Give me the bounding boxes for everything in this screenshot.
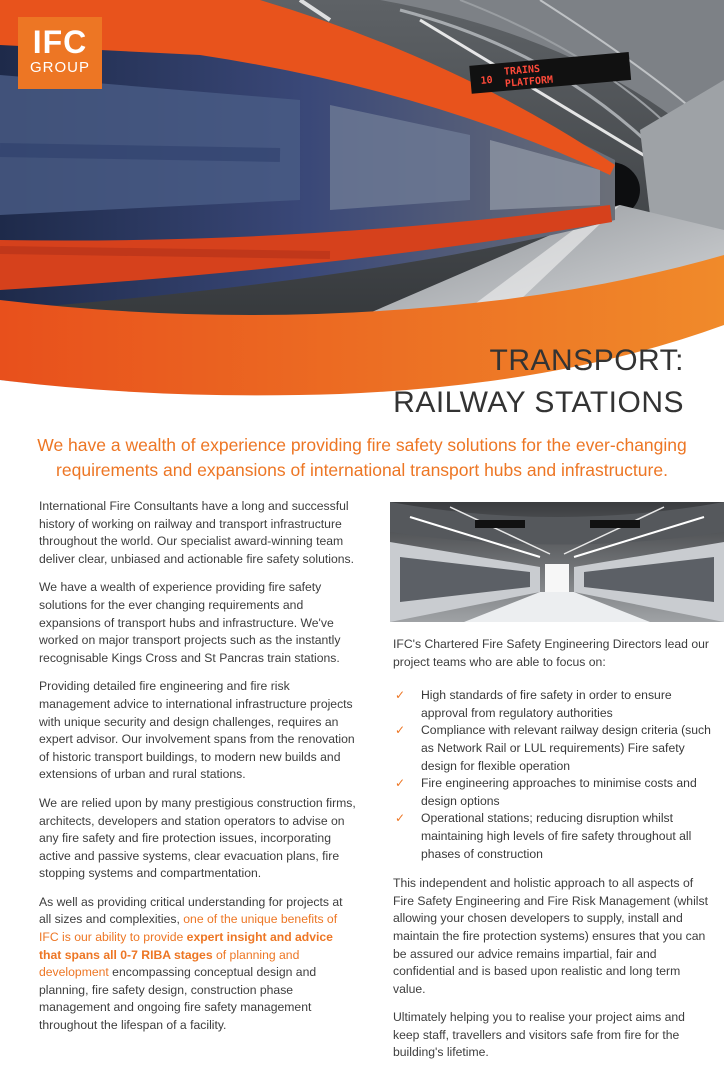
right-paragraph-1: This independent and holistic approach to all aspects of Fire Safety Engineering and Fire Risk Management (whilst allowing your chosen developers to supply, install and maintain the fire protection systems) ensures that you can be assured our advice remains impartial, fair and confidential and is based upon realistic and long term value. — [393, 876, 708, 996]
ifc-group-logo — [18, 17, 102, 89]
title-line1: TRANSPORT: — [489, 344, 684, 377]
intro-line1: We have a wealth of experience providing fire safety solutions for the ever-changing — [37, 435, 687, 455]
check-icon: ✓ — [395, 776, 406, 791]
intro-line2: requirements and expansions of international transport hubs and infrastructure. — [56, 460, 668, 480]
sign-number: 10 — [480, 74, 494, 87]
right-lead: IFC's Chartered Fire Safety Engineering Directors lead our project teams who are able to focus on: — [393, 637, 709, 669]
p5-highlight-b: of planning and development — [39, 947, 300, 980]
bullet-text-3: Fire engineering approaches to minimise costs and design options — [421, 776, 697, 808]
title-line2: RAILWAY STATIONS — [393, 386, 684, 419]
list-item — [393, 722, 711, 775]
p5-text-b: encompassing conceptual design and planning, fire safety design, construction phase management and ongoing fire safety management throughout the lifespan of a facility. — [39, 965, 317, 1033]
check-icon: ✓ — [395, 811, 406, 826]
logo-ifc: IFC — [32, 24, 88, 60]
right-column — [393, 636, 711, 1073]
p5-text-a: As well as providing critical understanding for projects at all sizes and complexities, — [39, 894, 343, 927]
left-paragraph-2: We have a wealth of experience providing fire safety solutions for the ever changing requirements and expansions of transport hubs and infrastructure. We've worked on major transport projects such as the instantly recognisable Kings Cross and St Pancras train stations. — [39, 580, 341, 665]
left-column — [39, 498, 357, 1046]
logo-group: GROUP — [29, 59, 90, 76]
left-paragraph-5 — [39, 894, 357, 1035]
sign-line2: PLATFORM — [504, 74, 554, 90]
list-item — [393, 775, 711, 810]
bullet-text-4: Operational stations; reducing disruption whilst maintaining high levels of fire safety throughout all phases of construction — [421, 811, 692, 861]
page-title — [393, 340, 684, 424]
p5-highlight-a: one of the unique benefits of IFC is our ability to provide — [39, 912, 338, 945]
right-paragraph-2: Ultimately helping you to realise your project aims and keep staff, travellers and visitors safe from fire for the building's lifetime. — [393, 1010, 685, 1060]
check-icon: ✓ — [395, 688, 406, 703]
station-illustration — [390, 502, 724, 622]
list-item — [393, 687, 711, 722]
station-photo — [390, 502, 724, 622]
check-icon: ✓ — [395, 723, 406, 738]
left-paragraph-3: Providing detailed fire engineering and fire risk management advice to international infrastructure projects with unique security and design challenges, requires an expert advisor. Our involvement spans from the renovation of historic transport buildings, to modern new builds and extensions of urban and rural stations. — [39, 679, 355, 782]
sign-line1: TRAINS — [503, 63, 541, 78]
p5-highlight-bold: expert insight and advice that spans all 0-7 RIBA stages — [39, 930, 333, 962]
left-paragraph-4: We are relied upon by many prestigious construction firms, architects, developers and station operators to advise on any fire safety and fire protection issues, incorporating active and passive systems, clear evacuation plans, fire stopping systems and compartmentation. — [39, 795, 356, 881]
intro-statement — [20, 433, 704, 483]
focus-list — [393, 687, 711, 863]
left-paragraph-1: International Fire Consultants have a long and successful history of working on railway and transport infrastructure throughout the world. Our specialist award-winning team deliver clear, unbiased and actionable fire safety solutions. — [39, 499, 355, 566]
list-item — [393, 810, 711, 863]
bullet-text-1: High standards of fire safety in order to ensure approval from regulatory authorities — [421, 688, 672, 720]
bullet-text-2: Compliance with relevant railway design criteria (such as Network Rail or LUL requirements) Fire safety design for flexible operation — [421, 723, 711, 773]
